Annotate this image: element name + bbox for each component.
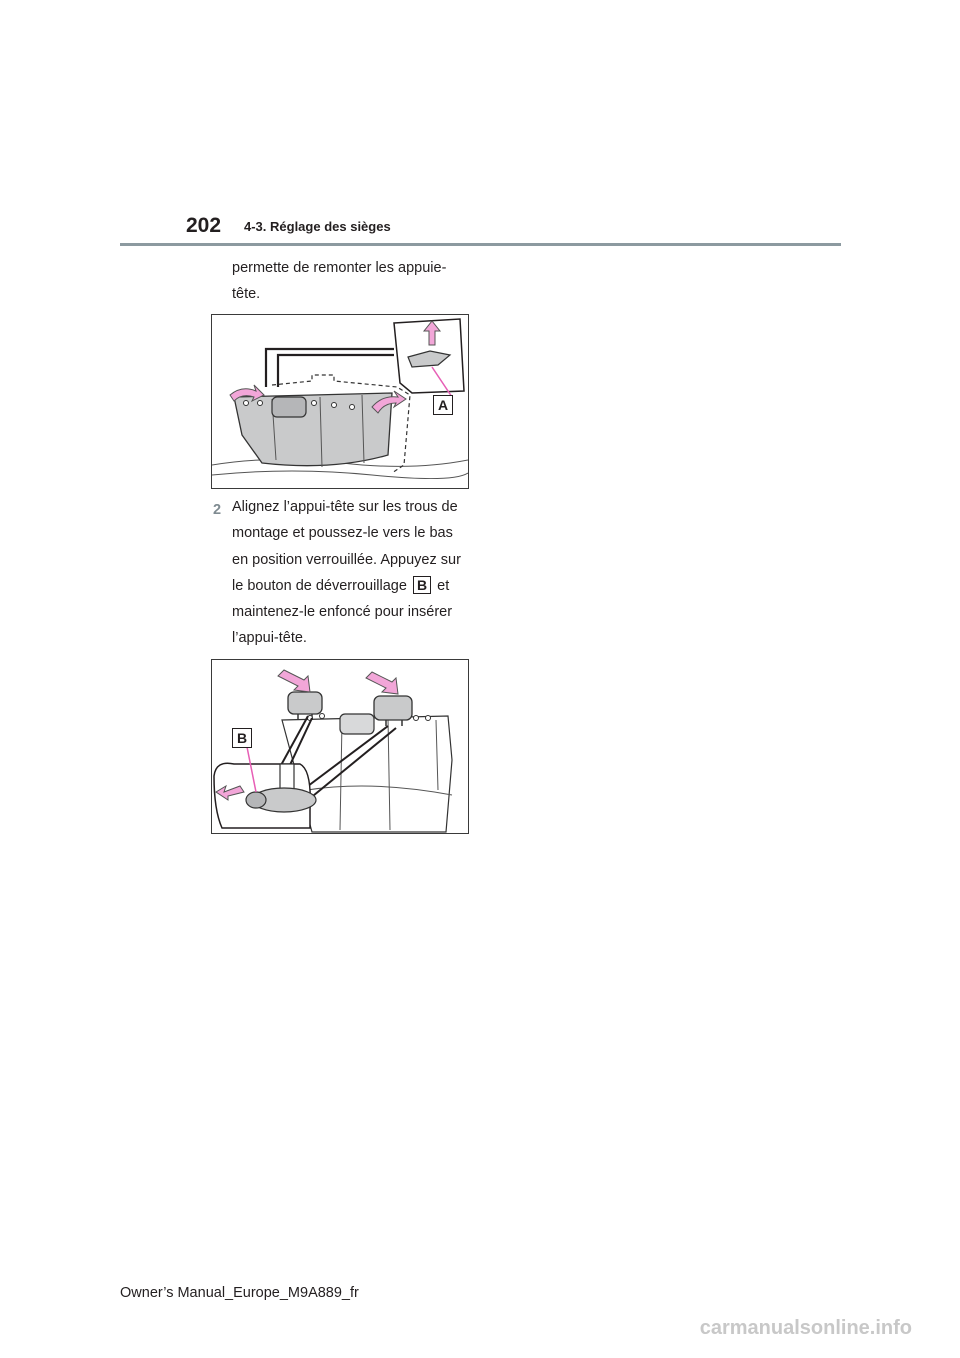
step-2-line-5: maintenez-le enfoncé pour insérer [232, 604, 453, 621]
step-2-line-4-end: et [437, 577, 450, 594]
callout-label-a: A [433, 395, 453, 415]
step-2-line-1: Alignez l’appui-tête sur les trous de [232, 499, 458, 515]
footer-text: Owner’s Manual_Europe_M9A889_fr [120, 1285, 359, 1301]
figure-headrest-raise [211, 314, 469, 489]
intro-line-1: permette de remonter les appuie- [232, 260, 447, 276]
intro-paragraph [232, 255, 446, 307]
watermark: carmanualsonline.info [699, 1317, 912, 1339]
seat-back-illustration [212, 315, 468, 488]
page-number: 202 [186, 214, 222, 237]
callout-label-b: B [232, 728, 252, 748]
step-2-line-3: en position verrouillée. Appuyez sur [232, 551, 461, 568]
section-title: 4-3. Réglage des sièges [244, 219, 391, 234]
figure-headrest-insert [211, 659, 469, 834]
step-2-line-6: l’appui-tête. [232, 630, 307, 647]
step-number: 2 [213, 502, 222, 518]
step-2-line-2: montage et poussez-le vers le bas [232, 525, 453, 542]
step-2-line-4-start: le bouton de déverrouillage [232, 577, 407, 594]
step-2-line-4 [232, 573, 461, 599]
step-2-paragraph [232, 494, 461, 652]
header-rule [120, 243, 841, 246]
intro-line-2: tête. [232, 286, 261, 302]
inline-callout-b: B [413, 576, 431, 594]
